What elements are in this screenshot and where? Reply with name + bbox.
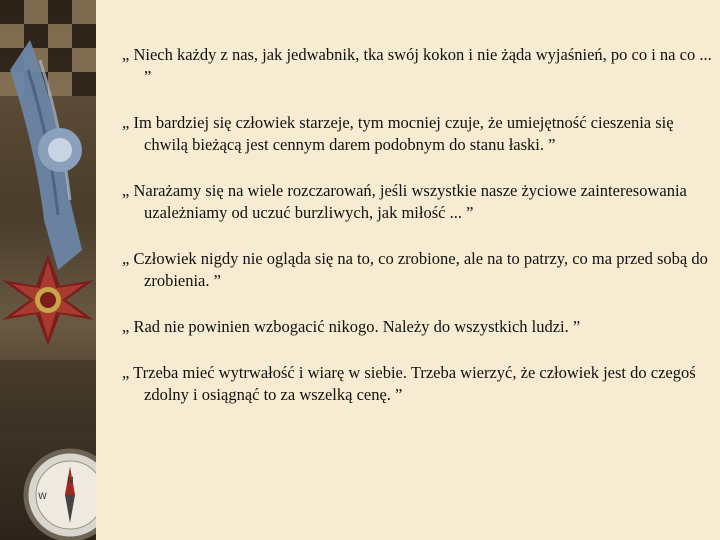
decorative-medal-photo xyxy=(0,0,96,540)
svg-text:W: W xyxy=(38,492,47,502)
quotes-list xyxy=(122,44,712,430)
quote-5: „ Rad nie powinien wzbogacić nikogo. Należy do wszystkich ludzi. ” xyxy=(122,317,581,336)
quote-6: „ Trzeba mieć wytrwałość i wiarę w siebie. Trzeba wierzyć, że człowiek jest do czegoś zdolny i osiągnąć to za wszelką cenę. ” xyxy=(122,363,696,404)
quote-3: „ Narażamy się na wiele rozczarowań, jeśli wszystkie nasze życiowe zainteresowania uzależniamy od uczuć burzliwych, jak miłość ... ” xyxy=(122,181,687,222)
svg-text:N: N xyxy=(67,476,74,486)
quote-1: „ Niech każdy z nas, jak jedwabnik, tka swój kokon i nie żąda wyjaśnień, po co i na co ... ” xyxy=(122,45,712,86)
quote-4: „ Człowiek nigdy nie ogląda się na to, co zrobione, ale na to patrzy, co ma przed sobą do zrobienia. ” xyxy=(122,249,708,290)
quote-2: „ Im bardziej się człowiek starzeje, tym mocniej czuje, że umiejętność cieszenia się chwilą bieżącą jest cennym darem podobnym do stanu łaski. ” xyxy=(122,113,674,154)
